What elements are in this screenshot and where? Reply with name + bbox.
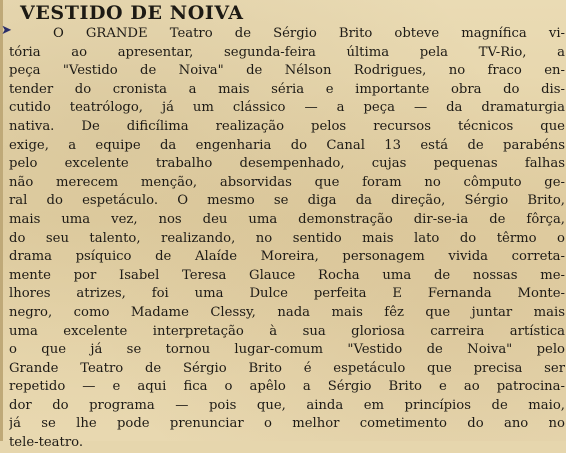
article-line: do seu talento, realizando, no sentido mais lato do têrmo o	[9, 230, 565, 246]
article-line: peça "Vestido de Noiva" de Nélson Rodrigues, no fraco en-	[9, 63, 565, 79]
article-line: mais uma vez, nos deu uma demonstração dir-se-ia de fôrça,	[9, 211, 565, 227]
article-line: tele-teatro.	[9, 435, 84, 451]
article-line: pelo excelente trabalho desempenhado, cujas pequenas falhas	[9, 156, 565, 172]
ink-arrow-mark-icon: ➤	[1, 23, 12, 38]
article-line: exige, a equipe da engenharia do Canal 13 está de parabéns	[9, 137, 565, 153]
article-line: mente por Isabel Teresa Glauce Rocha uma de nossas me-	[9, 267, 565, 283]
article-line: já se lhe pode prenunciar o melhor cometimento do ano no	[9, 416, 565, 432]
article-line: dor do programa — pois que, ainda em princípios de maio,	[9, 397, 565, 413]
article-line: nativa. De dificílima realização pelos recursos técnicos que	[9, 118, 565, 134]
article-line: drama psíquico de Alaíde Moreira, personagem vivida correta-	[9, 249, 565, 265]
article-line: o que já se tornou lugar-comum "Vestido de Noiva" pelo	[9, 342, 565, 358]
article-line: ral do espetáculo. O mesmo se diga da direção, Sérgio Brito,	[9, 193, 565, 209]
article-line: uma excelente interpretação à sua gloriosa carreira artística	[9, 323, 565, 339]
article-line: lhores atrizes, foi uma Dulce perfeita E Fernanda Monte-	[9, 286, 565, 302]
article-body	[9, 25, 565, 453]
article-title: VESTIDO DE NOIVA	[20, 2, 244, 24]
article-line: negro, como Madame Clessy, nada mais fêz que juntar mais	[9, 304, 565, 320]
clipping-torn-edge	[0, 0, 3, 441]
article-line: repetido — e aqui fica o apêlo a Sérgio Brito e ao patrocina-	[9, 379, 565, 395]
article-line: O GRANDE Teatro de Sérgio Brito obteve magnífica vi-	[53, 26, 565, 41]
article-line: tender do cronista a mais séria e importante obra do dis-	[9, 81, 565, 97]
article-line: Grande Teatro de Sérgio Brito é espetáculo que precisa ser	[9, 360, 565, 376]
article-line: tória ao apresentar, segunda-feira última pela TV-Rio, a	[9, 44, 565, 60]
article-line: cutido teatrólogo, já um clássico — a peça — da dramaturgia	[9, 100, 565, 116]
article-line: não merecem menção, absorvidas que foram no cômputo ge-	[9, 174, 565, 190]
